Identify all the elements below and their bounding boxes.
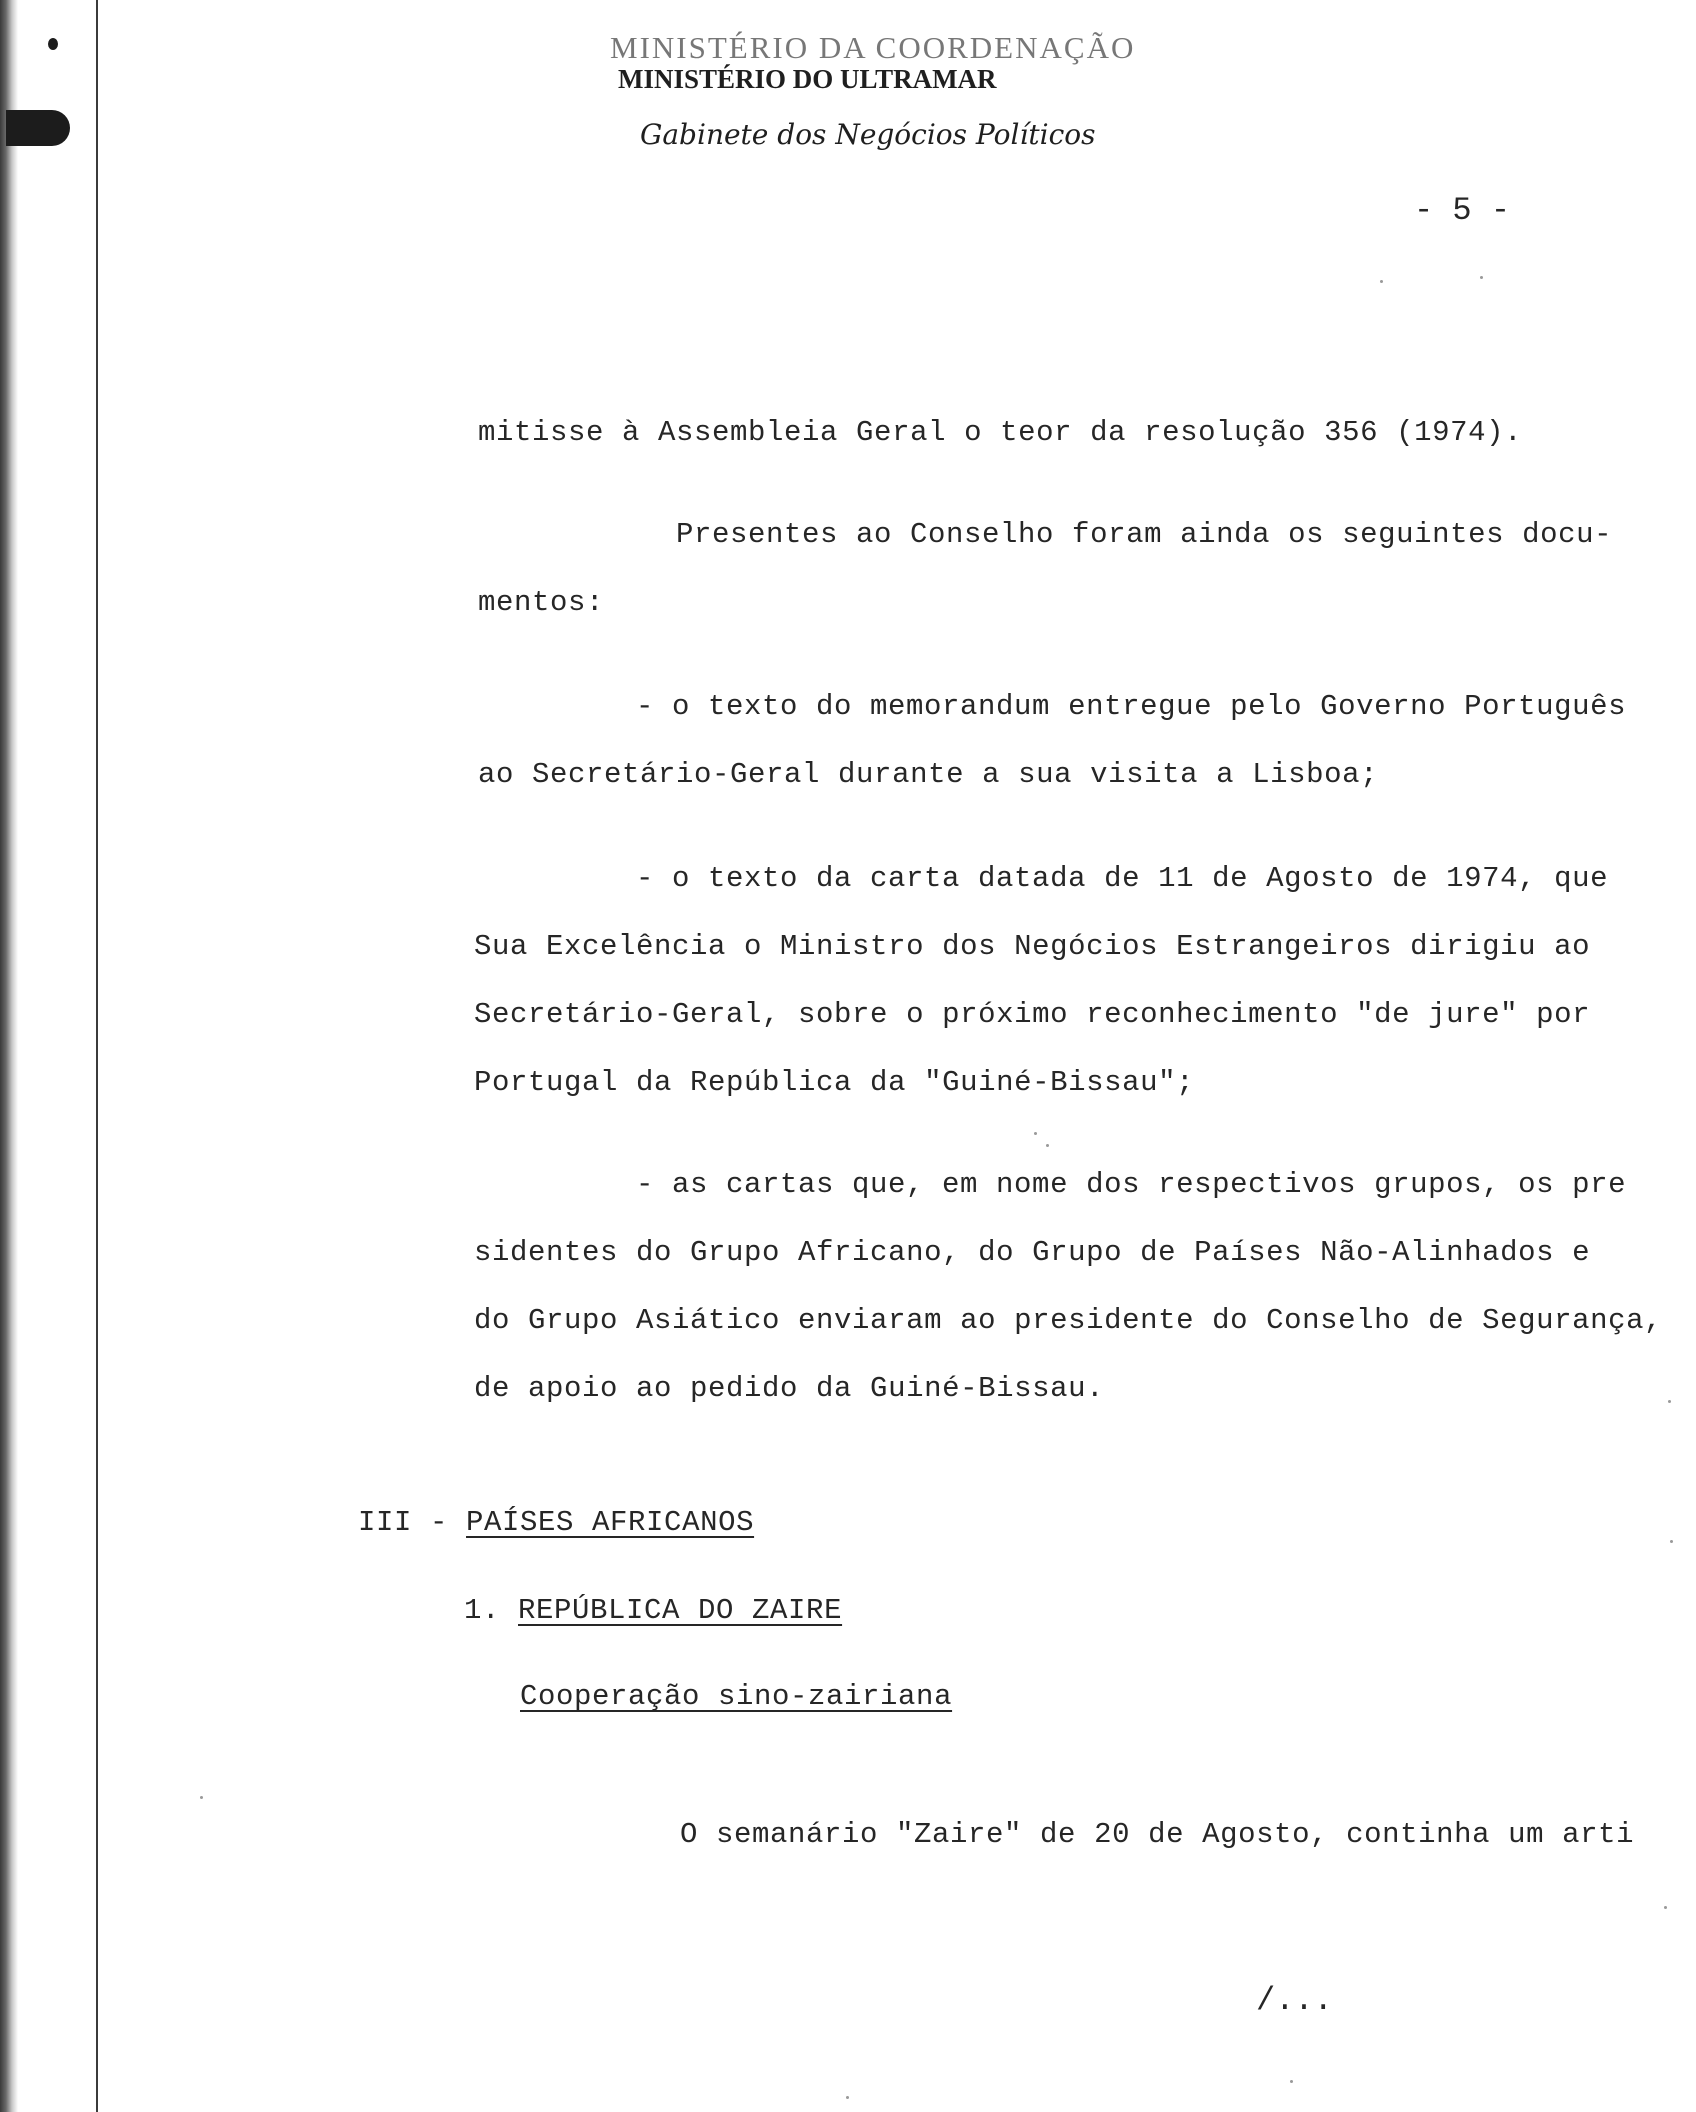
scan-speck [200, 1796, 203, 1799]
body-line: Secretário-Geral, sobre o próximo reconhecimento "de jure" por [474, 998, 1591, 1031]
body-line: do Grupo Asiático enviaram ao presidente do Conselho de Segurança, [474, 1304, 1663, 1337]
binding-clip-mark [6, 110, 70, 146]
subsection-number: 1. [464, 1594, 519, 1627]
subsection-title: REPÚBLICA DO ZAIRE [518, 1594, 843, 1627]
section-heading [358, 1506, 754, 1540]
section-title: PAÍSES AFRICANOS [466, 1506, 755, 1539]
scan-speck [846, 2096, 849, 2099]
body-line: Portugal da República da "Guiné-Bissau"; [474, 1066, 1195, 1099]
continuation-mark: /... [1256, 1982, 1333, 2019]
page-number: - 5 - [1414, 192, 1511, 229]
body-line: de apoio ao pedido da Guiné-Bissau. [474, 1372, 1105, 1405]
list-item-start: - as cartas que, em nome dos respectivos grupos, os pre [636, 1168, 1627, 1201]
body-line: mitisse à Assembleia Geral o teor da resolução 356 (1974). [478, 416, 1523, 449]
scan-speck [1290, 2080, 1293, 2083]
section-numeral: III - [358, 1506, 467, 1539]
letterhead-subtitle: Gabinete dos Negócios Políticos [640, 118, 1096, 151]
body-line: sidentes do Grupo Africano, do Grupo de Países Não-Alinhados e [474, 1236, 1591, 1269]
topic-heading: Cooperação sino-zairiana [520, 1680, 953, 1713]
scan-speck [1046, 1144, 1049, 1147]
paragraph-start: Presentes ao Conselho foram ainda os seguintes docu- [676, 518, 1613, 551]
letterhead [600, 26, 1136, 166]
body-line: mentos: [478, 586, 605, 619]
binding-hole-mark [48, 38, 58, 50]
scan-speck [1380, 280, 1383, 283]
scan-speck [1480, 276, 1483, 279]
list-item-start: - o texto da carta datada de 11 de Agosto de 1974, que [636, 862, 1609, 895]
paragraph-start: O semanário "Zaire" de 20 de Agosto, continha um arti [680, 1818, 1635, 1851]
scan-edge [0, 0, 18, 2112]
scan-speck [1664, 1906, 1667, 1909]
scan-speck [1670, 1540, 1673, 1543]
list-item-start: - o texto do memorandum entregue pelo Governo Português [636, 690, 1627, 723]
scan-speck [1668, 1400, 1671, 1403]
scan-speck [1034, 1132, 1037, 1135]
margin-rule [96, 0, 98, 2112]
subsection-heading [464, 1594, 842, 1628]
letterhead-stamp-old: MINISTÉRIO DA COORDENAÇÃO [610, 30, 1136, 65]
letterhead-stamp-new: MINISTÉRIO DO ULTRAMAR [618, 64, 997, 94]
body-line: Sua Excelência o Ministro dos Negócios Estrangeiros dirigiu ao [474, 930, 1591, 963]
body-line: ao Secretário-Geral durante a sua visita a Lisboa; [478, 758, 1379, 791]
